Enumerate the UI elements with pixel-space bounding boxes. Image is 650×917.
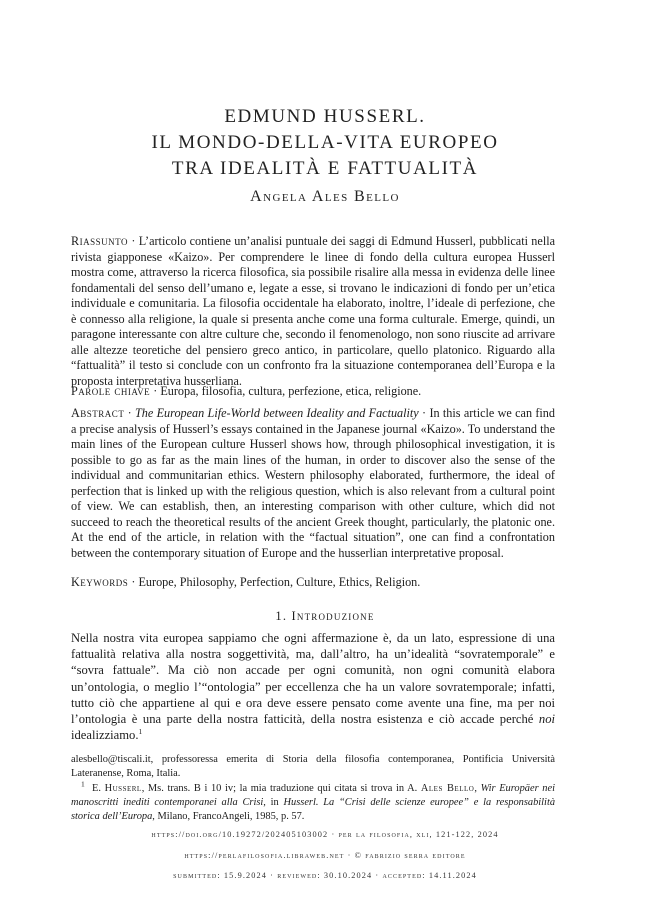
footnote-1-text-a: E. bbox=[92, 783, 101, 794]
riassunto-label: Riassunto bbox=[71, 234, 128, 248]
footer-doi: https://doi.org/10.19272/202405103002 · per la filosofia, xli, 121-122, 2024 bbox=[151, 830, 499, 839]
article-title-line-1: EDMUND HUSSERL. bbox=[224, 106, 426, 127]
abstract-separator-2: · bbox=[418, 406, 430, 420]
footnote-1-author-2: Ales Bello bbox=[420, 783, 475, 794]
parole-chiave-paragraph bbox=[71, 384, 555, 400]
abstract-paragraph bbox=[71, 406, 555, 561]
footer-website: https://perlafilosofia.libraweb.net · © fabrizio serra editore bbox=[184, 851, 466, 860]
section-heading: 1. Introduzione bbox=[275, 609, 375, 623]
body-text-1: Nella nostra vita europea sappiamo che ogni affermazione è, da un lato, espressione di una fattualità relativa alla nostra soggettività, ma, dall’altro, ha un’idealità “sovratemporale” e “sovra fattuale”. Ma ciò non accade per ogni comunità, non ogni comunità elabora un’ontologia, o meglio l’“ontologia” per eccellenza che ha un valore sovratemporale; infatti, tutto ciò che appartiene al qui e ora deve essere pensato come avente una fine, ma per noi l’ontologia è una parte della nostra fatticità, della nostra esistenza e ciò accade perché bbox=[71, 631, 555, 727]
abstract-title: The European Life-World between Ideality and Factuality bbox=[135, 406, 419, 420]
keywords-paragraph bbox=[71, 575, 555, 591]
footnote-1-text-e: , bbox=[474, 783, 477, 794]
footnote-1-work-1: Wir Europäer nei manoscritti inediti contemporanei alla Crisi bbox=[71, 783, 555, 808]
footnote-1 bbox=[71, 779, 556, 824]
keywords-text: Europe, Philosophy, Perfection, Culture, Ethics, Religion. bbox=[138, 575, 421, 589]
footnote-reference: 1 bbox=[138, 727, 143, 737]
riassunto-separator: · bbox=[127, 234, 139, 248]
footnote-1-number: 1 bbox=[81, 779, 85, 789]
footnote-1-text-g: , in bbox=[263, 797, 279, 808]
footnote-1-text-i: , Milano, FrancoAngeli, 1985, p. 57. bbox=[152, 811, 305, 822]
body-text-italic: noi bbox=[538, 712, 555, 727]
introduction-paragraph bbox=[71, 630, 555, 743]
parole-chiave-label: Parole chiave bbox=[71, 384, 151, 398]
footer-dates: submitted: 15.9.2024 · reviewed: 30.10.2024 · accepted: 14.11.2024 bbox=[173, 871, 477, 880]
abstract-label: Abstract bbox=[71, 406, 125, 420]
footnote-1-work-2: Husserl. La “Crisi delle scienze europee” e la responsabilità storica dell’Europa bbox=[71, 797, 556, 822]
footnote-1-text-c: , Ms. trans. B i 10 iv; la mia traduzione qui citata si trova in A. bbox=[141, 783, 418, 794]
article-title-line-3: TRA IDEALITÀ E FATTUALITÀ bbox=[171, 158, 479, 179]
riassunto-text: L’articolo contiene un’analisi puntuale dei saggi di Edmund Husserl, pubblicati nella rivista giapponese «Kaizo». Per comprendere le linee di fondo della cultura europea Husserl mostra come, attraverso la ricerca filosofica, sia possibile risalire alla messa in evidenza delle linee fondamentali del senso dell’umano e, legate a esse, si trovano le indicazioni di fondo per un’etica individuale e comunitaria. La filosofia occidentale ha elaborato, inoltre, l’ideale di perfezione, che è connesso alla religione, la quale si presenta anche come una forma culturale. Emerge, quindi, un paragone interessante con altre culture che, secondo il fenomenologo, non sono riuscite ad arrivare alle altezze teoretiche del pensiero greco antico, in particolare, quello platonico. Riguardo alla “fattualità” il testo si conclude con un confronto fra la situazione contemporanea dell’Europa e la proposta interpretativa husserliana. bbox=[71, 234, 555, 388]
parole-chiave-text: Europa, filosofia, cultura, perfezione, etica, religione. bbox=[160, 384, 422, 398]
article-title-line-2: IL MONDO-DELLA-VITA EUROPEO bbox=[151, 132, 499, 153]
abstract-text: In this article we can find a precise analysis of Husserl’s essays contained in the Japanese journal «Kaizo». To understand the main lines of the European culture Husserl shows how, through philosophical investigation, it is possible to go as far as the main lines of the human, in order to discover also the sense of the individual and communitarian ethics. Western philosophy elaborated, furthermore, the ideal of perfection that is linked up with the religious question, which is also relevant from a cultural point of view. We can establish, then, an interesting comparison with other culture, which did not succeed to reach the theoretical results of the ancient Greek thought, particularly, the platonic one. At the end of the article, in relation with the “factual situation”, one can find a confrontation between the contemporary situation of Europe and the husserlian interpretative proposal. bbox=[71, 406, 555, 560]
footnote-1-author-1: Husserl bbox=[104, 783, 142, 794]
abstract-separator: · bbox=[124, 406, 136, 420]
author-name: Angela Ales Bello bbox=[250, 188, 400, 205]
riassunto-paragraph bbox=[71, 234, 555, 389]
affiliation-note: alesbello@tiscali.it, professoressa emerita di Storia della filosofia contemporanea, Pontificia Università Lateranense, Roma, Italia. bbox=[71, 754, 555, 779]
keywords-separator: · bbox=[128, 575, 139, 589]
body-text-2: idealizziamo. bbox=[71, 728, 139, 743]
parole-chiave-separator: · bbox=[150, 384, 161, 398]
keywords-label: Keywords bbox=[71, 575, 129, 589]
